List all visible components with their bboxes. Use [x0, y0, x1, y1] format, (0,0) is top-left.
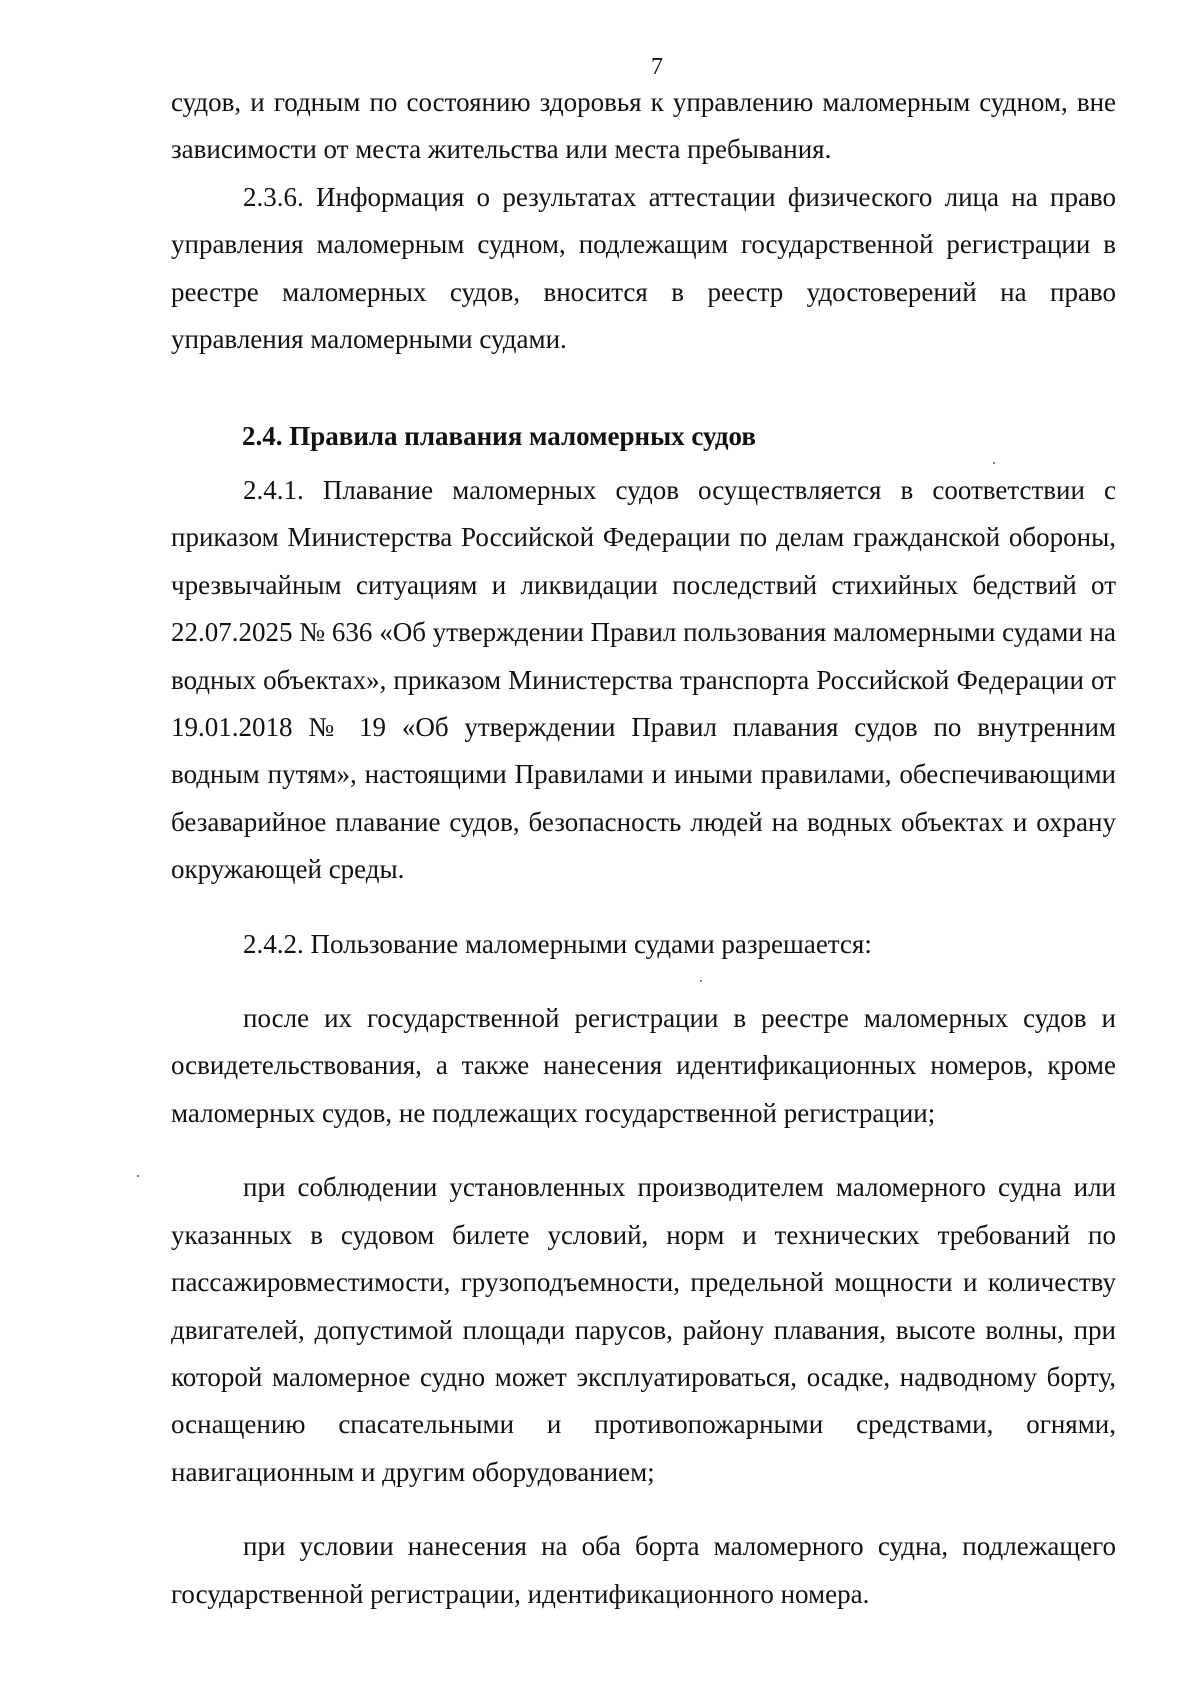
paragraph-2-3-6: 2.3.6. Информация о результатах аттестации физического лица на право управления маломерным судном, подлежащим государственной регистрации в реестре маломерных судов, вносится в реестр удостоверений на право управления маломерными судами. [171, 181, 1116, 355]
scan-speck [993, 462, 995, 464]
paragraph-continuation: судов, и годным по состоянию здоровья к управлению маломерным судном, вне зависимости от места жительства или места пребывания. [171, 87, 1116, 165]
intro-block [171, 79, 1116, 363]
list-item-registration: после их государственной регистрации в реестре маломерных судов и освидетельствования, а также нанесения идентификационных номеров, кроме маломерных судов, не подлежащих государственной регистрации; [171, 1003, 1116, 1128]
paragraph-2-4-1: 2.4.1. Плавание маломерных судов осуществляется в соответствии с приказом Министерства Российской Федерации по делам гражданской обороны, чрезвычайным ситуациям и ликвидации последствий стихийных бедствий от 22.07.2025 № 636 «Об утверждении Правил пользования маломерными судами на водных объектах», приказом Министерства транспорта Российской Федерации от 19.01.2018 № 19 «Об утверждении Правил плавания судов по внутренним водным путям», настоящими Правилами и иными правилами, обеспечивающими безаварийное плавание судов, безопасность людей на водных объектах и охрану окружающей среды. [171, 475, 1116, 885]
section-body [171, 440, 1116, 1645]
list-item-requirements: при соблюдении установленных производителем маломерного судна или указанных в судовом билете условий, норм и технических требований по пассажировместимости, грузоподъемности, предельной мощности и количеству двигателей, допустимой площади парусов, району плавания, высоте волны, при которой маломерное судно может эксплуатироваться, осадке, надводному борту, оснащению спасательными и противопожарными средствами, огнями, навигационным и другим оборудованием; [171, 1172, 1116, 1487]
page-number: 7 [651, 54, 663, 80]
scan-speck [700, 980, 702, 982]
section-heading: 2.4. Правила плавания маломерных судов [242, 421, 756, 451]
paragraph-2-4-2: 2.4.2. Пользование маломерными судами разрешается: [243, 928, 872, 959]
scan-speck [137, 1175, 139, 1177]
list-item-identification: при условии нанесения на оба борта маломерного судна, подлежащего государственной регистрации, идентификационного номера. [171, 1531, 1116, 1609]
